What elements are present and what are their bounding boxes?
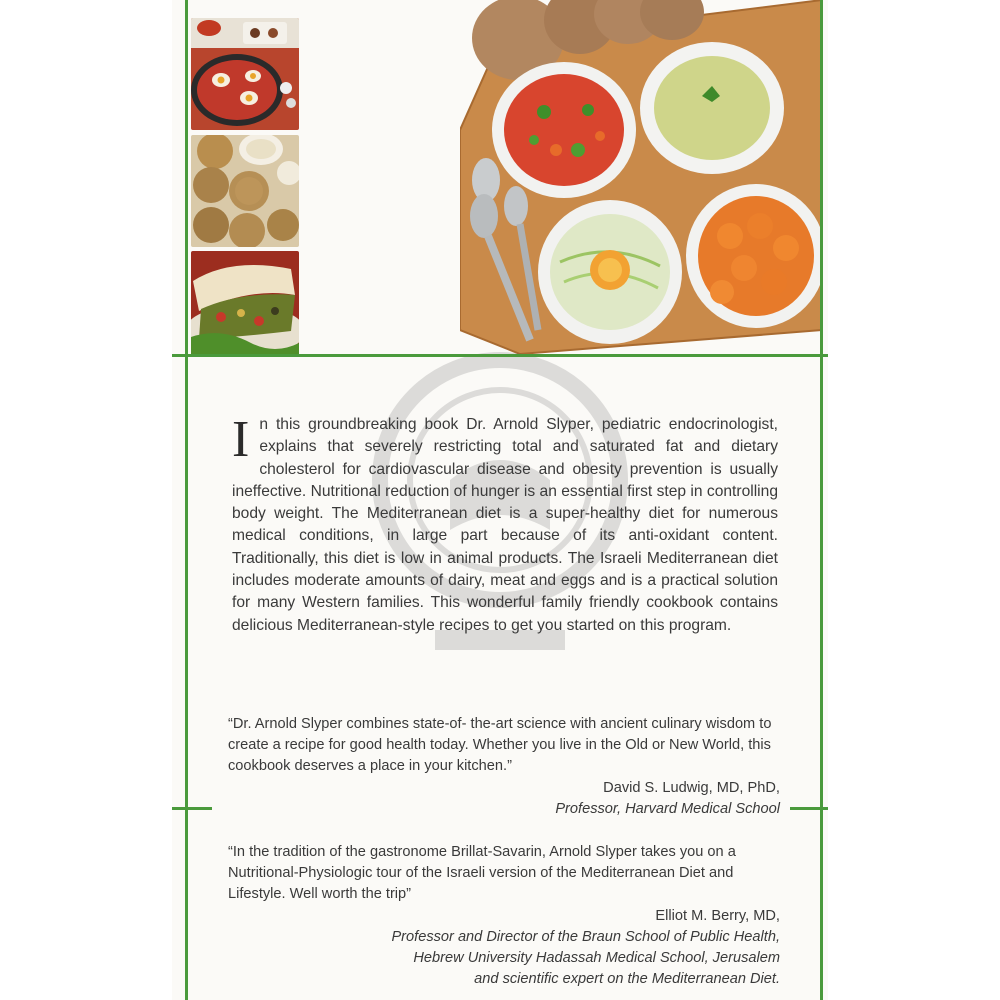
frame-top-line <box>172 354 828 357</box>
testimonial-2 <box>228 842 780 990</box>
salad-platter-photo <box>460 0 822 354</box>
frame-tick-right <box>790 807 828 810</box>
testimonial-author-title: Hebrew University Hadassah Medical School, Jerusalem <box>413 950 780 967</box>
intro-paragraph <box>232 411 778 637</box>
testimonial-text: “Dr. Arnold Slyper combines state-of- the-art science with ancient culinary wisdom to create a recipe for good health today. Whether you live in the Old or New World, this cookbook deserves a place in your kitchen.” <box>228 716 772 775</box>
testimonial-author-title: Professor and Director of the Braun School of Public Health, <box>391 928 780 945</box>
testimonial-text: “In the tradition of the gastronome Brillat-Savarin, Arnold Slyper takes you on a Nutritional-Physiologic tour of the Israeli version of the Mediterranean Diet and Lifestyle. Well worth the trip” <box>228 844 736 903</box>
wrap-photo <box>191 251 299 357</box>
testimonial-author: Elliot M. Berry, MD, <box>655 907 780 924</box>
frame-left-line <box>185 0 188 1000</box>
muffins-photo <box>191 135 299 247</box>
testimonial-author-title: Professor, Harvard Medical School <box>555 800 780 817</box>
intro-text: n this groundbreaking book Dr. Arnold Slyper, pediatric endocrinologist, explains that severely restricting total and saturated fat and dietary cholesterol for cardiovascular disease and obesity prevention is usually ineffective. Nutritional reduction of hunger is an essential first step in controlling body weight. The Mediterranean diet is a super-healthy diet for numerous medical conditions, in large part because of its anti-oxidant content. Traditionally, this diet is low in animal products. The Israeli Mediterranean diet includes moderate amounts of dairy, meat and eggs and is a practical solution for many Western families. This wonderful family friendly cookbook contains delicious Mediterranean-style recipes to get you started on this program. <box>232 416 778 634</box>
frame-tick-left <box>172 807 212 810</box>
drop-cap: I <box>232 411 250 468</box>
testimonial-author-title: and scientific expert on the Mediterranean Diet. <box>474 971 780 988</box>
testimonial-1 <box>228 714 780 820</box>
testimonial-author: David S. Ludwig, MD, PhD, <box>603 779 780 796</box>
shakshuka-photo <box>191 18 299 130</box>
frame-right-line <box>820 0 823 1000</box>
